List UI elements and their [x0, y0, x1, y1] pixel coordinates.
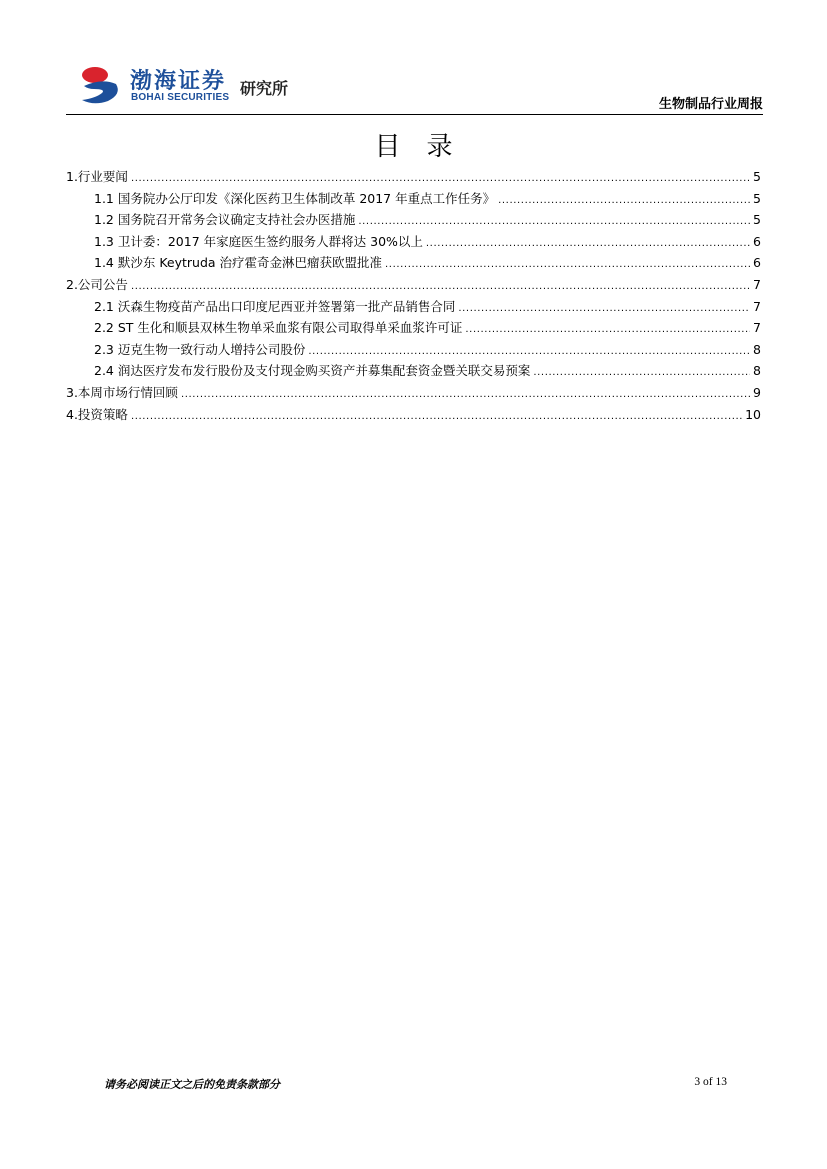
dot-leader	[358, 216, 750, 227]
dot-leader	[181, 389, 750, 400]
toc-page-number: 6	[753, 233, 761, 249]
toc-entry[interactable]	[66, 167, 761, 189]
toc-page-number: 5	[753, 169, 761, 184]
report-type: 生物制品行业周报	[658, 97, 763, 112]
toc-entry-text: 1.行业要闻	[66, 169, 128, 184]
toc-entry-text: 1.4 默沙东 Keytruda 治疗霍奇金淋巴瘤获欧盟批准	[94, 255, 383, 271]
logo-english-name: BOHAI SECURITIES	[131, 92, 230, 103]
toc-entry[interactable]	[66, 361, 761, 383]
toc-entry-text: 2.2 ST 生化和顺县双林生物单采血浆有限公司取得单采血浆许可证	[94, 320, 463, 336]
dot-leader	[533, 367, 750, 378]
dot-leader	[131, 281, 750, 292]
toc-page-number: 8	[753, 341, 761, 357]
toc-page-number: 9	[753, 384, 761, 400]
toc-entry[interactable]	[66, 340, 761, 362]
institute-label: 研究所	[240, 79, 289, 98]
toc-entry[interactable]	[66, 318, 761, 340]
header-divider	[66, 114, 763, 115]
toc-entry[interactable]	[66, 383, 761, 405]
bohai-logo-icon	[78, 64, 122, 106]
disclaimer-note: 请务必阅读正文之后的免责条款部分	[104, 1078, 280, 1091]
dot-leader	[131, 411, 742, 422]
toc-entry-text: 1.1 国务院办公厅印发《深化医药卫生体制改革 2017 年重点工作任务》	[94, 190, 496, 206]
dot-leader	[426, 238, 750, 249]
toc-page-number: 7	[753, 276, 761, 292]
table-of-contents	[66, 167, 761, 426]
company-logo	[78, 62, 358, 108]
toc-entry-text: 4.投资策略	[66, 406, 128, 422]
toc-entry[interactable]	[66, 405, 761, 427]
toc-entry-text: 1.3 卫计委：2017 年家庭医生签约服务人群将达 30%以上	[94, 233, 423, 249]
dot-leader	[458, 303, 750, 314]
dot-leader	[498, 195, 750, 206]
toc-entry[interactable]	[66, 232, 761, 254]
toc-page-number: 10	[745, 406, 761, 422]
toc-entry-text: 2.4 润达医疗发布发行股份及支付现金购买资产并募集配套资金暨关联交易预案	[94, 363, 531, 379]
toc-page-number: 8	[753, 363, 761, 379]
page-header	[66, 62, 763, 114]
toc-entry[interactable]	[66, 210, 761, 232]
toc-entry[interactable]	[66, 275, 761, 297]
dot-leader	[385, 259, 750, 270]
toc-title: 目录	[374, 132, 479, 162]
toc-page-number: 5	[753, 212, 761, 228]
dot-leader	[308, 346, 750, 357]
dot-leader	[465, 324, 750, 335]
toc-page-number: 6	[753, 255, 761, 271]
page-number: 3 of 13	[694, 1076, 727, 1088]
toc-entry[interactable]	[66, 297, 761, 319]
toc-page-number: 5	[753, 190, 761, 206]
toc-entry-text: 2.1 沃森生物疫苗产品出口印度尼西亚并签署第一批产品销售合同	[94, 298, 456, 314]
toc-entry-text: 2.公司公告	[66, 276, 128, 292]
toc-entry-text: 2.3 迈克生物一致行动人增持公司股份	[94, 341, 306, 357]
toc-entry[interactable]	[66, 189, 761, 211]
toc-entry-text: 3.本周市场行情回顾	[66, 384, 178, 400]
toc-page-number: 7	[753, 298, 761, 314]
toc-entry-text: 1.2 国务院召开常务会议确定支持社会办医措施	[94, 212, 356, 228]
logo-chinese-name: 渤海证券	[130, 68, 227, 94]
dot-leader	[131, 173, 750, 184]
toc-entry[interactable]	[66, 253, 761, 275]
toc-page-number: 7	[753, 320, 761, 336]
